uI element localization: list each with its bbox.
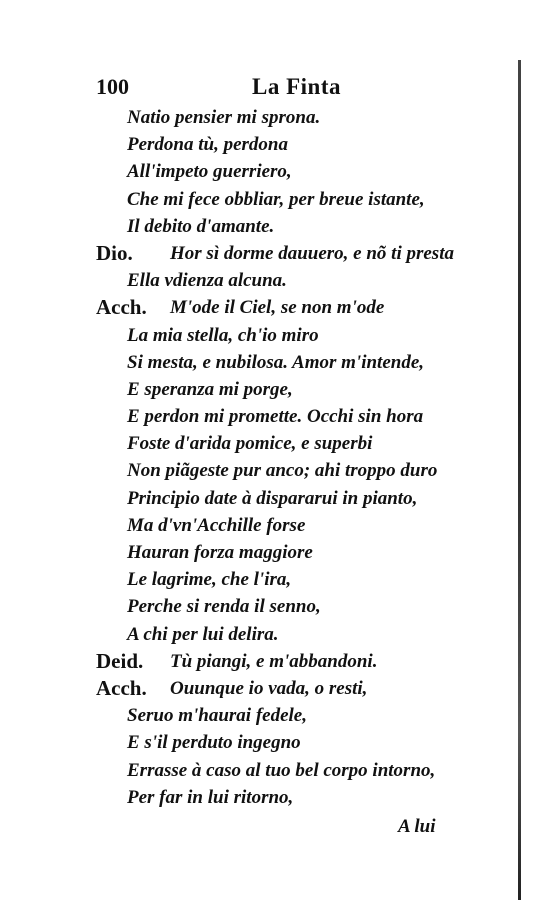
verse-line <box>96 186 496 213</box>
verse-line <box>96 621 496 648</box>
verse-text: Ma d'vn'Acchille forse <box>127 514 306 536</box>
verse-text: Seruo m'haurai fedele, <box>127 705 307 727</box>
verse-text: M'ode il Ciel, se non m'ode <box>170 297 385 319</box>
verse-text: Ella vdienza alcuna. <box>127 270 287 292</box>
verse-line <box>96 566 496 593</box>
speaker-label: Acch. <box>96 295 147 320</box>
verse-text: Tù piangi, e m'abbandoni. <box>170 650 378 672</box>
verse-line <box>96 349 496 376</box>
verse-line <box>96 294 496 321</box>
verse-text: Non piãgeste pur anco; ahi troppo duro <box>127 460 438 482</box>
verse-line <box>96 593 496 620</box>
speaker-label: Acch. <box>96 675 147 700</box>
verse-block <box>96 104 496 811</box>
verse-text: La mia stella, ch'io miro <box>127 324 319 346</box>
verse-line <box>96 457 496 484</box>
page-header <box>96 74 456 104</box>
catchword: A lui <box>398 816 436 837</box>
verse-line <box>96 539 496 566</box>
verse-text: Perdona tù, perdona <box>127 134 288 156</box>
verse-text: E s'il perduto ingegno <box>127 732 301 754</box>
verse-text: Errasse à caso al tuo bel corpo intorno, <box>127 759 436 781</box>
page-number: 100 <box>96 74 129 99</box>
verse-text: Hauran forza maggiore <box>127 542 313 563</box>
verse-text: All'impeto guerriero, <box>127 161 292 183</box>
verse-text: Le lagrime, che l'ira, <box>127 569 292 591</box>
verse-line <box>96 267 496 294</box>
verse-text: Ouunque io vada, o resti, <box>170 677 368 699</box>
verse-line <box>96 485 496 512</box>
verse-line <box>96 376 496 403</box>
verse-text: Principio date à dispararui in pianto, <box>127 487 418 509</box>
speaker-label: Deid. <box>96 648 144 673</box>
verse-line <box>96 648 496 675</box>
verse-line <box>96 104 496 131</box>
verse-text: Hor sì dorme dauuero, e nõ ti presta <box>170 242 454 264</box>
verse-text: E perdon mi promette. Occhi sin hora <box>127 406 424 428</box>
verse-text: Si mesta, e nubilosa. Amor m'intende, <box>127 351 425 373</box>
verse-line <box>96 240 496 267</box>
verse-line <box>96 512 496 539</box>
verse-line <box>96 131 496 158</box>
running-title: La Finta <box>252 74 341 99</box>
verse-text: Per far in lui ritorno, <box>127 786 294 808</box>
verse-text: Natio pensier mi sprona. <box>127 107 321 128</box>
verse-line <box>96 729 496 756</box>
verse-line <box>96 702 496 729</box>
verse-text: Che mi fece obbliar, per breue istante, <box>127 188 425 210</box>
verse-line <box>96 213 496 240</box>
verse-text: Perche si renda il senno, <box>127 596 321 618</box>
speaker-label: Dio. <box>96 240 133 265</box>
verse-line <box>96 322 496 349</box>
verse-text: Il debito d'amante. <box>127 215 275 237</box>
verse-text: E speranza mi porge, <box>127 378 293 400</box>
verse-text: A chi per lui delira. <box>127 623 279 645</box>
verse-line <box>96 784 496 811</box>
verse-line <box>96 675 496 702</box>
verse-line <box>96 403 496 430</box>
verse-text: Foste d'arida pomice, e superbi <box>127 433 373 455</box>
verse-line <box>96 430 496 457</box>
verse-line <box>96 158 496 185</box>
page-edge-shadow <box>518 60 521 900</box>
verse-line <box>96 757 496 784</box>
